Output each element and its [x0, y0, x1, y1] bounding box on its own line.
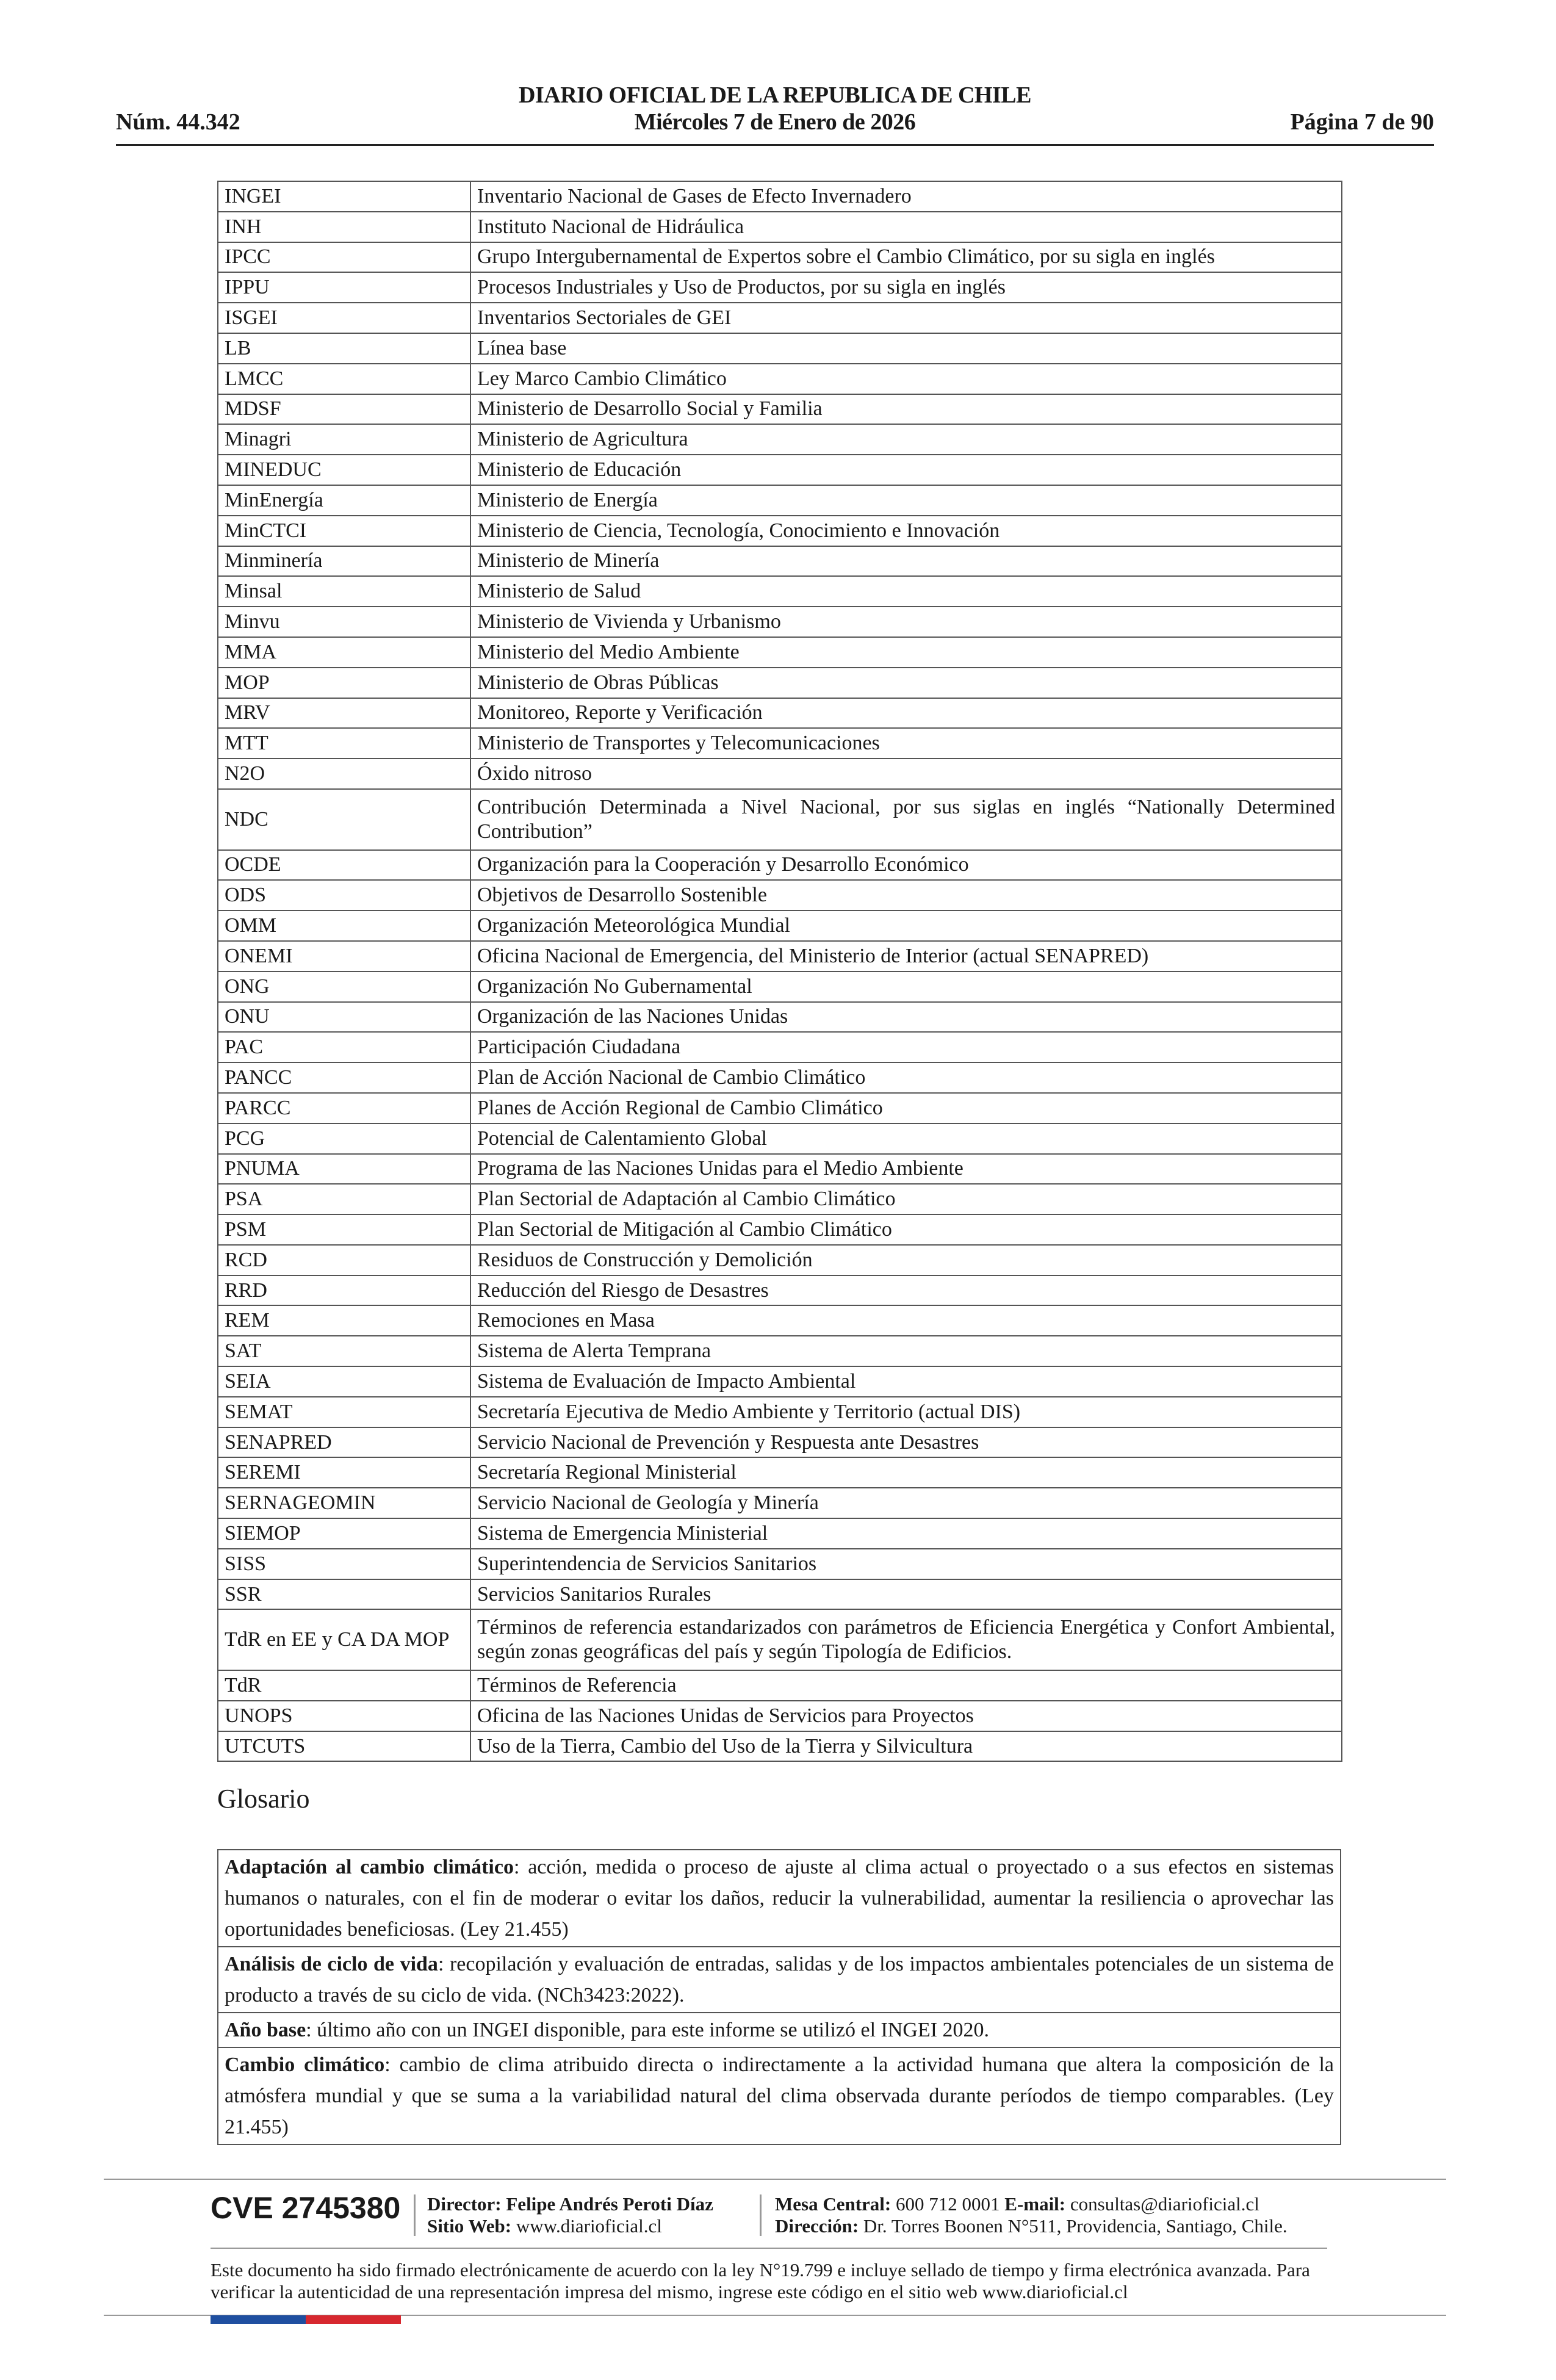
definition-cell: Sistema de Evaluación de Impacto Ambiental — [470, 1366, 1342, 1397]
glossary-definition: : recopilación y evaluación de entradas, salidas y de los impactos ambientales potenciales de un sistema de producto a través de su ciclo de vida. (NCh3423:2022). — [225, 1953, 1334, 2007]
abbreviation-cell: ODS — [218, 880, 470, 911]
definition-cell: Secretaría Ejecutiva de Medio Ambiente y Territorio (actual DIS) — [470, 1397, 1342, 1427]
table-row — [218, 333, 1342, 364]
glossary-entry — [218, 2047, 1341, 2144]
footer-contact-block — [775, 2193, 1288, 2237]
abbreviation-cell: ONEMI — [218, 941, 470, 972]
definition-cell: Plan de Acción Nacional de Cambio Climático — [470, 1062, 1342, 1093]
glossary-row — [218, 1947, 1341, 2013]
table-row — [218, 1032, 1342, 1062]
table-row — [218, 364, 1342, 394]
glossary-term: Año base — [225, 2019, 306, 2041]
table-row — [218, 637, 1342, 668]
table-row — [218, 1305, 1342, 1336]
abbreviation-cell: Minminería — [218, 546, 470, 577]
table-row — [218, 972, 1342, 1002]
definition-cell: Reducción del Riesgo de Desastres — [470, 1275, 1342, 1306]
abbreviation-cell: OMM — [218, 911, 470, 941]
abbreviation-cell: SEREMI — [218, 1457, 470, 1488]
abbreviation-cell: N2O — [218, 759, 470, 789]
abbreviation-cell: NDC — [218, 789, 470, 850]
abbreviation-cell: MTT — [218, 728, 470, 759]
footer-divider-mid — [211, 2248, 1327, 2249]
table-row — [218, 1366, 1342, 1397]
table-row — [218, 1731, 1342, 1762]
abbreviation-cell: PANCC — [218, 1062, 470, 1093]
footer-separator — [414, 2194, 416, 2236]
glossary-table — [217, 1849, 1341, 2145]
table-row — [218, 1670, 1342, 1701]
table-row — [218, 1214, 1342, 1245]
table-row — [218, 850, 1342, 881]
definition-cell: Ministerio de Vivienda y Urbanismo — [470, 607, 1342, 637]
abbreviation-cell: ONU — [218, 1002, 470, 1033]
abbreviation-cell: MINEDUC — [218, 455, 470, 485]
abbreviation-cell: MinEnergía — [218, 485, 470, 516]
glossary-table-body — [218, 1850, 1341, 2144]
table-row — [218, 1062, 1342, 1093]
table-row — [218, 303, 1342, 333]
abbreviation-cell: LB — [218, 333, 470, 364]
glossary-entry — [218, 1850, 1341, 1947]
table-row — [218, 1549, 1342, 1579]
definition-cell: Objetivos de Desarrollo Sostenible — [470, 880, 1342, 911]
table-row — [218, 1488, 1342, 1518]
table-row — [218, 1002, 1342, 1033]
table-row — [218, 911, 1342, 941]
abbreviations-table — [217, 181, 1342, 1762]
definition-cell: Inventarios Sectoriales de GEI — [470, 303, 1342, 333]
definition-cell: Óxido nitroso — [470, 759, 1342, 789]
definition-cell: Servicio Nacional de Geología y Minería — [470, 1488, 1342, 1518]
abbreviation-cell: ONG — [218, 972, 470, 1002]
abbreviation-cell: SERNAGEOMIN — [218, 1488, 470, 1518]
footer-web-line — [427, 2215, 713, 2237]
abbreviation-cell: SISS — [218, 1549, 470, 1579]
glossary-definition: : acción, medida o proceso de ajuste al clima actual o proyectado o a sus efectos en sistemas humanos o naturales, con el fin de moderar o evitar los daños, reducir la vulnerabilidad, aumentar la resiliencia o aprovechar las oportunidades beneficiosas. (Ley 21.455) — [225, 1856, 1334, 1941]
table-row — [218, 546, 1342, 577]
definition-cell: Plan Sectorial de Adaptación al Cambio Climático — [470, 1184, 1342, 1214]
abbreviation-cell: PSM — [218, 1214, 470, 1245]
definition-cell: Planes de Acción Regional de Cambio Climático — [470, 1093, 1342, 1123]
masthead — [116, 82, 1434, 135]
table-row — [218, 1579, 1342, 1610]
email-label: E-mail: — [1004, 2193, 1066, 2215]
abbreviation-cell: MOP — [218, 668, 470, 698]
table-row — [218, 576, 1342, 607]
abbreviation-cell: SENAPRED — [218, 1427, 470, 1458]
abbreviation-cell: REM — [218, 1305, 470, 1336]
definition-cell: Ministerio de Obras Públicas — [470, 668, 1342, 698]
flag-stripe-blue — [211, 2315, 306, 2324]
address-label: Dirección: — [775, 2215, 859, 2237]
glossary-entry — [218, 2013, 1341, 2047]
definition-cell: Organización para la Cooperación y Desarrollo Económico — [470, 850, 1342, 881]
abbreviation-cell: RCD — [218, 1245, 470, 1275]
definition-cell: Ministerio de Salud — [470, 576, 1342, 607]
web-link[interactable]: www.diarioficial.cl — [516, 2215, 662, 2237]
table-row — [218, 394, 1342, 425]
table-row — [218, 1397, 1342, 1427]
table-row — [218, 485, 1342, 516]
glossary-row — [218, 2047, 1341, 2144]
definition-cell: Potencial de Calentamiento Global — [470, 1123, 1342, 1154]
cve-code: CVE 2745380 — [211, 2191, 401, 2225]
table-row — [218, 181, 1342, 212]
definition-cell: Sistema de Emergencia Ministerial — [470, 1518, 1342, 1549]
footer-divider-top — [104, 2179, 1446, 2180]
glossary-title: Glosario — [217, 1784, 310, 1814]
definition-cell: Oficina de las Naciones Unidas de Servicios para Proyectos — [470, 1701, 1342, 1731]
definition-cell: Participación Ciudadana — [470, 1032, 1342, 1062]
masthead-date: Miércoles 7 de Enero de 2026 — [634, 109, 916, 135]
glossary-row — [218, 2013, 1341, 2047]
abbreviation-cell: Minvu — [218, 607, 470, 637]
abbreviation-cell: MRV — [218, 698, 470, 729]
table-row — [218, 789, 1342, 850]
definition-cell: Ministerio de Energía — [470, 485, 1342, 516]
table-row — [218, 607, 1342, 637]
abbreviation-cell: INGEI — [218, 181, 470, 212]
definition-cell: Ministerio de Agricultura — [470, 424, 1342, 455]
table-row — [218, 728, 1342, 759]
glossary-definition: : último año con un INGEI disponible, para este informe se utilizó el INGEI 2020. — [306, 2019, 990, 2041]
table-row — [218, 1245, 1342, 1275]
definition-cell: Servicio Nacional de Prevención y Respuesta ante Desastres — [470, 1427, 1342, 1458]
footer-separator — [760, 2194, 762, 2236]
definition-cell: Servicios Sanitarios Rurales — [470, 1579, 1342, 1610]
footer-director-line — [427, 2193, 713, 2215]
table-row — [218, 668, 1342, 698]
table-row — [218, 1275, 1342, 1306]
table-row — [218, 759, 1342, 789]
glossary-row — [218, 1850, 1341, 1947]
page-number: Página 7 de 90 — [1290, 109, 1434, 135]
abbreviation-cell: SAT — [218, 1336, 470, 1366]
definition-cell: Residuos de Construcción y Demolición — [470, 1245, 1342, 1275]
table-row — [218, 1609, 1342, 1670]
definition-cell: Organización Meteorológica Mundial — [470, 911, 1342, 941]
table-row — [218, 272, 1342, 303]
table-row — [218, 1184, 1342, 1214]
abbreviation-cell: UTCUTS — [218, 1731, 470, 1762]
table-row — [218, 212, 1342, 242]
definition-cell: Superintendencia de Servicios Sanitarios — [470, 1549, 1342, 1579]
table-row — [218, 1154, 1342, 1185]
table-row — [218, 1093, 1342, 1123]
definition-cell: Procesos Industriales y Uso de Productos, por su sigla en inglés — [470, 272, 1342, 303]
abbreviation-cell: TdR — [218, 1670, 470, 1701]
page-header — [116, 76, 1434, 146]
footer-director-block — [427, 2193, 713, 2237]
glossary-term: Análisis de ciclo de vida — [225, 1953, 438, 1975]
abbreviation-cell: PNUMA — [218, 1154, 470, 1185]
table-row — [218, 242, 1342, 273]
abbreviation-cell: MMA — [218, 637, 470, 668]
abbreviation-cell: Minsal — [218, 576, 470, 607]
table-row — [218, 424, 1342, 455]
mesa-label: Mesa Central: — [775, 2193, 891, 2215]
table-row — [218, 941, 1342, 972]
definition-cell: Remociones en Masa — [470, 1305, 1342, 1336]
glossary-term: Cambio climático — [225, 2054, 385, 2076]
definition-cell: Ley Marco Cambio Climático — [470, 364, 1342, 394]
definition-cell: Organización No Gubernamental — [470, 972, 1342, 1002]
abbreviation-cell: IPPU — [218, 272, 470, 303]
definition-cell: Términos de Referencia — [470, 1670, 1342, 1701]
abbreviation-cell: INH — [218, 212, 470, 242]
glossary-term: Adaptación al cambio climático — [225, 1856, 514, 1878]
abbreviation-cell: LMCC — [218, 364, 470, 394]
abbreviation-cell: PSA — [218, 1184, 470, 1214]
masthead-title: DIARIO OFICIAL DE LA REPUBLICA DE CHILE — [519, 82, 1031, 108]
abbreviation-cell: SEMAT — [218, 1397, 470, 1427]
abbreviation-cell: UNOPS — [218, 1701, 470, 1731]
table-row — [218, 1427, 1342, 1458]
issue-number: Núm. 44.342 — [116, 109, 240, 135]
definition-cell: Plan Sectorial de Mitigación al Cambio Climático — [470, 1214, 1342, 1245]
abbreviation-cell: PCG — [218, 1123, 470, 1154]
abbreviation-cell: RRD — [218, 1275, 470, 1306]
definition-cell: Grupo Intergubernamental de Expertos sobre el Cambio Climático, por su sigla en inglés — [470, 242, 1342, 273]
mesa-phone: 600 712 0001 — [896, 2193, 1000, 2215]
abbreviation-cell: SSR — [218, 1579, 470, 1610]
definition-cell: Ministerio de Desarrollo Social y Familia — [470, 394, 1342, 425]
definition-cell: Oficina Nacional de Emergencia, del Ministerio de Interior (actual SENAPRED) — [470, 941, 1342, 972]
abbreviation-cell: PAC — [218, 1032, 470, 1062]
table-row — [218, 1123, 1342, 1154]
table-row — [218, 698, 1342, 729]
definition-cell: Términos de referencia estandarizados con parámetros de Eficiencia Energética y Confort Ambiental, según zonas geográficas del país y según Tipología de Edificios. — [470, 1609, 1342, 1670]
abbreviation-cell: Minagri — [218, 424, 470, 455]
definition-cell: Ministerio del Medio Ambiente — [470, 637, 1342, 668]
footer-contact-line — [775, 2193, 1288, 2215]
table-row — [218, 455, 1342, 485]
abbreviations-table-body — [218, 181, 1342, 1761]
abbreviation-cell: SEIA — [218, 1366, 470, 1397]
abbreviation-cell: SIEMOP — [218, 1518, 470, 1549]
web-label: Sitio Web: — [427, 2215, 512, 2237]
abbreviation-cell: MDSF — [218, 394, 470, 425]
definition-cell: Ministerio de Ciencia, Tecnología, Conocimiento e Innovación — [470, 516, 1342, 546]
definition-cell: Programa de las Naciones Unidas para el Medio Ambiente — [470, 1154, 1342, 1185]
definition-cell: Uso de la Tierra, Cambio del Uso de la Tierra y Silvicultura — [470, 1731, 1342, 1762]
footer-address-line — [775, 2215, 1288, 2237]
signature-notice: Este documento ha sido firmado electrónicamente de acuerdo con la ley N°19.799 e incluye sellado de tiempo y firma electrónica avanzada. Para verificar la autenticidad de una representación impresa del mismo, ingrese este código en el sitio web www.diarioficial.cl — [211, 2259, 1310, 2302]
abbreviation-cell: ISGEI — [218, 303, 470, 333]
table-row — [218, 1518, 1342, 1549]
abbreviation-cell: TdR en EE y CA DA MOP — [218, 1609, 470, 1670]
definition-cell: Ministerio de Educación — [470, 455, 1342, 485]
definition-cell: Sistema de Alerta Temprana — [470, 1336, 1342, 1366]
definition-cell: Ministerio de Minería — [470, 546, 1342, 577]
abbreviation-cell: OCDE — [218, 850, 470, 881]
email-link[interactable]: consultas@diarioficial.cl — [1070, 2193, 1259, 2215]
definition-cell: Contribución Determinada a Nivel Nacional, por sus siglas en inglés “Nationally Determined Contribution” — [470, 789, 1342, 850]
definition-cell: Organización de las Naciones Unidas — [470, 1002, 1342, 1033]
table-row — [218, 1336, 1342, 1366]
definition-cell: Línea base — [470, 333, 1342, 364]
director-name: Felipe Andrés Peroti Díaz — [506, 2193, 713, 2215]
director-label: Director: — [427, 2193, 502, 2215]
table-row — [218, 516, 1342, 546]
table-row — [218, 880, 1342, 911]
definition-cell: Instituto Nacional de Hidráulica — [470, 212, 1342, 242]
abbreviation-cell: IPCC — [218, 242, 470, 273]
table-row — [218, 1701, 1342, 1731]
definition-cell: Ministerio de Transportes y Telecomunicaciones — [470, 728, 1342, 759]
flag-stripe-red — [306, 2315, 401, 2324]
glossary-definition: : cambio de clima atribuido directa o indirectamente a la actividad humana que altera la composición de la atmósfera mundial y que se suma a la variabilidad natural del clima observada durante períodos de tiempo comparables. (Ley 21.455) — [225, 2054, 1334, 2138]
definition-cell: Secretaría Regional Ministerial — [470, 1457, 1342, 1488]
definition-cell: Inventario Nacional de Gases de Efecto Invernadero — [470, 181, 1342, 212]
definition-cell: Monitoreo, Reporte y Verificación — [470, 698, 1342, 729]
glossary-entry — [218, 1947, 1341, 2013]
table-row — [218, 1457, 1342, 1488]
abbreviation-cell: PARCC — [218, 1093, 470, 1123]
abbreviation-cell: MinCTCI — [218, 516, 470, 546]
address-value: Dr. Torres Boonen N°511, Providencia, Santiago, Chile. — [863, 2215, 1288, 2237]
